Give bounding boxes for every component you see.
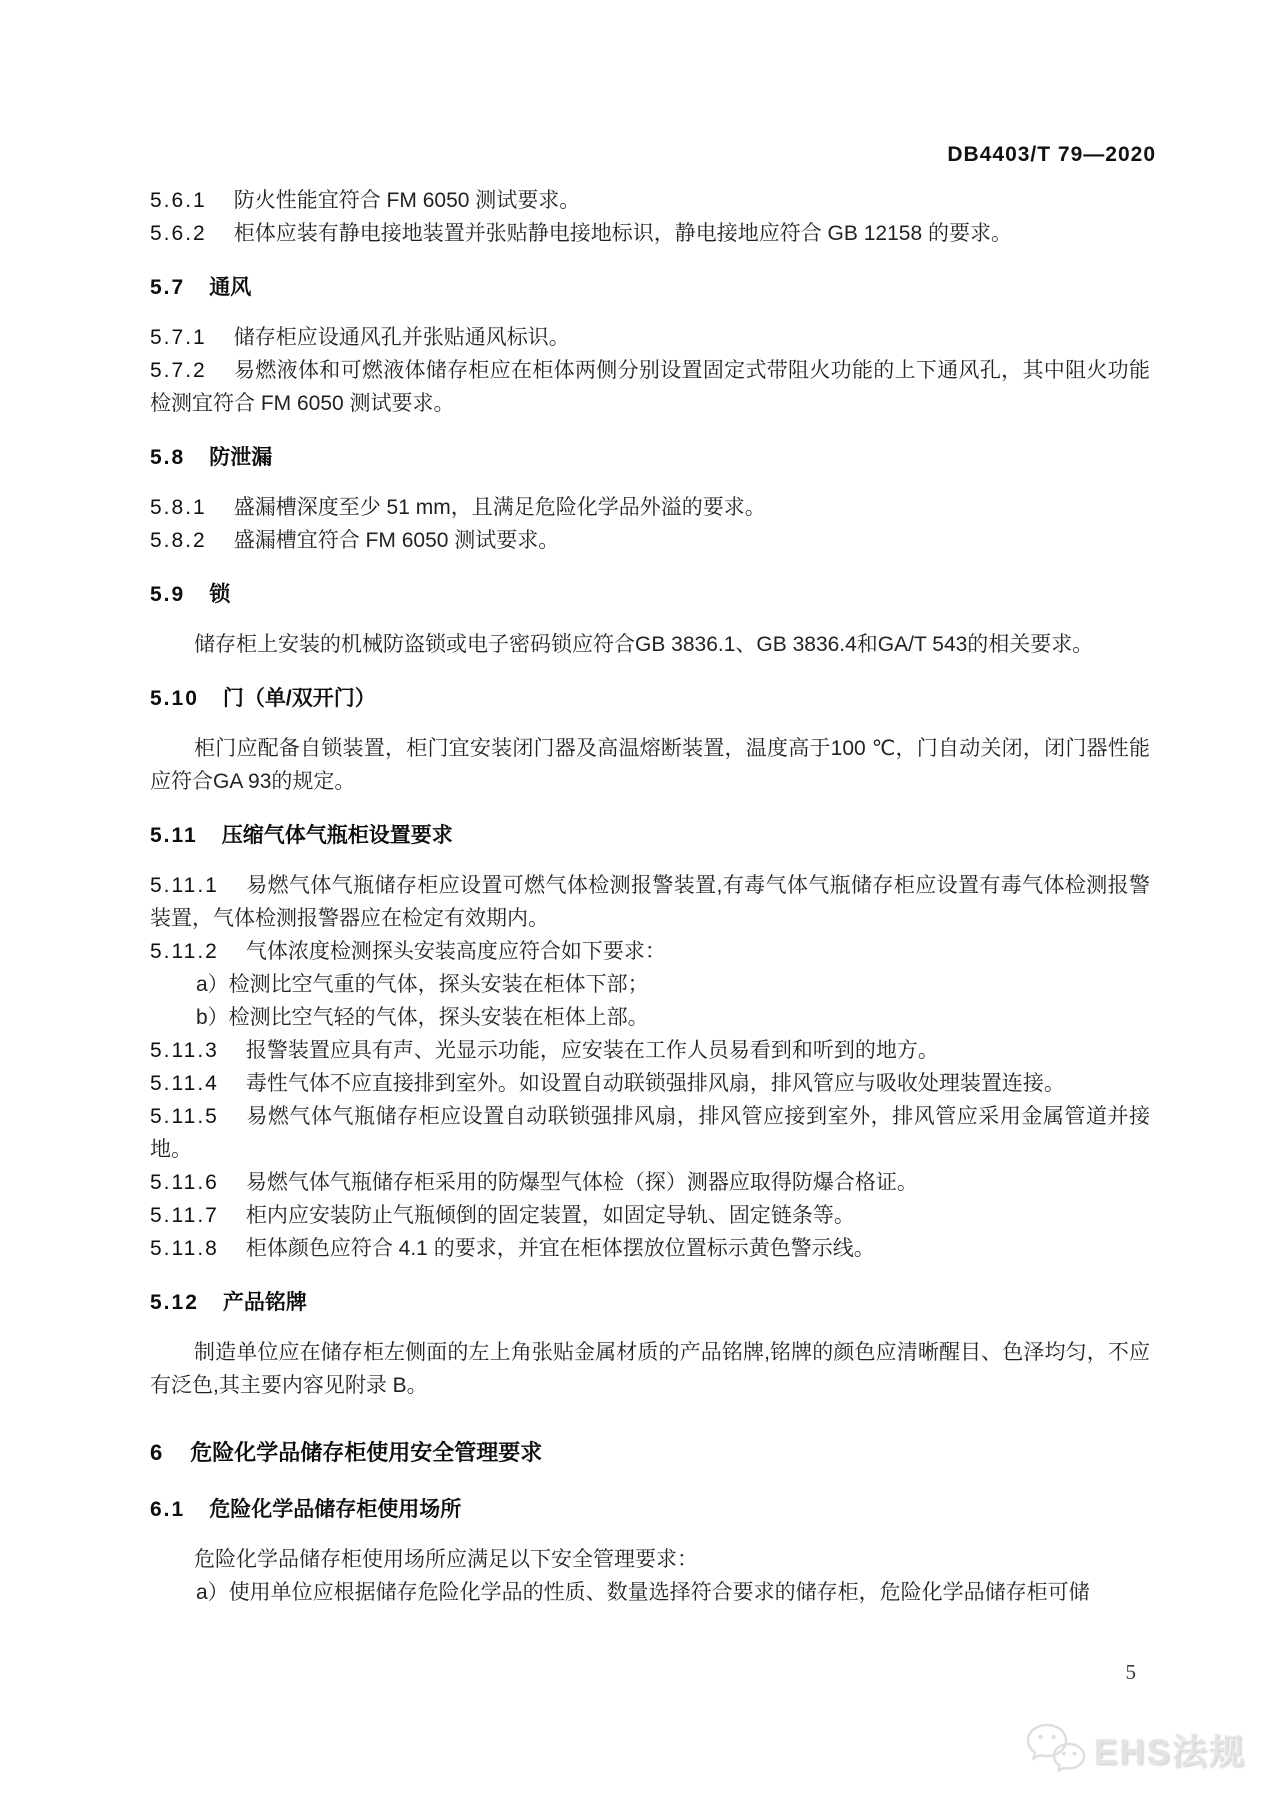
heading-5-12 [150,1286,1150,1319]
heading-5-8 [150,441,1150,474]
paragraph-text: 危险化学品储存柜使用场所应满足以下安全管理要求： [194,1548,698,1571]
clause-5-11-3 [150,1034,1150,1067]
clause-5-11-8 [150,1232,1150,1265]
watermark-label: EHS法规 [1094,1733,1246,1772]
clause-5-11-6 [150,1166,1150,1199]
page-number: 5 [1125,1660,1136,1684]
clause-5-11-7 [150,1199,1150,1232]
heading-number: 5.9 [150,583,186,606]
heading-5-7 [150,271,1150,304]
heading-number: 5.7 [150,276,186,299]
clause-number: 5.11.5 [150,1105,219,1128]
document-header [0,0,1280,170]
clause-5-11-1 [150,869,1150,935]
clause-5-7-1 [150,321,1150,354]
clause-5-7-2 [150,354,1150,420]
paragraph-text: 柜门应配备自锁装置，柜门宜安装闭门器及高温熔断装置，温度高于100 ℃，门自动关闭，闭门器性能应符合GA 93的规定。 [150,737,1150,793]
clause-text: 盛漏槽宜符合 FM 6050 测试要求。 [233,529,560,552]
clause-5-8-1 [150,491,1150,524]
clause-text: 报警装置应具有声、光显示功能，应安装在工作人员易看到和听到的地方。 [245,1039,939,1062]
clause-text: 易燃气体气瓶储存柜应设置可燃气体检测报警装置,有毒气体气瓶储存柜应设置有毒气体检测报警装置，气体检测报警器应在检定有效期内。 [150,874,1150,930]
paragraph-usage-sites [150,1543,1150,1576]
list-item-b [150,1001,1150,1034]
chapter-text: 危险化学品储存柜使用安全管理要求 [190,1440,543,1465]
heading-text: 危险化学品储存柜使用场所 [209,1498,462,1521]
heading-text: 产品铭牌 [222,1291,307,1314]
clause-number: 5.11.6 [150,1171,219,1194]
heading-6-1 [150,1493,1150,1526]
clause-number: 5.8.1 [150,496,207,519]
watermark [1024,1722,1246,1778]
list-item-text: b）检测比空气轻的气体，探头安装在柜体上部。 [196,1006,649,1029]
paragraph-lock-requirements [150,628,1150,661]
wechat-icon [1024,1722,1088,1778]
clause-number: 5.8.2 [150,529,207,552]
document-body [0,170,1280,1609]
clause-5-6-1 [150,184,1150,217]
clause-number: 5.11.8 [150,1237,219,1260]
clause-number: 5.7.1 [150,326,207,349]
clause-5-11-5 [150,1100,1150,1166]
clause-number: 5.11.2 [150,940,219,963]
clause-number: 5.6.1 [150,189,207,212]
clause-5-8-2 [150,524,1150,557]
list-item-text: a）使用单位应根据储存危险化学品的性质、数量选择符合要求的储存柜，危险化学品储存柜可储 [196,1581,1090,1604]
heading-number: 5.11 [150,824,198,847]
heading-number: 5.12 [150,1291,199,1314]
heading-text: 锁 [209,583,231,606]
paragraph-nameplate [150,1336,1150,1402]
heading-number: 5.10 [150,687,199,710]
clause-5-11-4 [150,1067,1150,1100]
list-item-text: a）检测比空气重的气体，探头安装在柜体下部； [196,973,649,996]
paragraph-text: 储存柜上安装的机械防盗锁或电子密码锁应符合GB 3836.1、GB 3836.4和GA/T 543的相关要求。 [194,633,1094,656]
heading-5-10 [150,682,1150,715]
heading-text: 通风 [209,276,252,299]
clause-text: 易燃气体气瓶储存柜采用的防爆型气体检（探）测器应取得防爆合格证。 [245,1171,918,1194]
heading-text: 门（单/双开门） [222,687,376,710]
clause-text: 柜体应装有静电接地装置并张贴静电接地标识，静电接地应符合 GB 12158 的要求。 [233,222,1012,245]
chapter-number: 6 [150,1440,163,1465]
clause-number: 5.6.2 [150,222,207,245]
clause-text: 储存柜应设通风孔并张贴通风标识。 [233,326,570,349]
clause-text: 盛漏槽深度至少 51 mm，且满足危险化学品外溢的要求。 [233,496,766,519]
heading-number: 5.8 [150,446,186,469]
clause-number: 5.11.4 [150,1072,219,1095]
paragraph-text: 制造单位应在储存柜左侧面的左上角张贴金属材质的产品铭牌,铭牌的颜色应清晰醒目、色泽均匀，不应有泛色,其主要内容见附录 B。 [150,1341,1150,1397]
clause-number: 5.11.7 [150,1204,219,1227]
list-item-a [150,968,1150,1001]
clause-text: 气体浓度检测探头安装高度应符合如下要求： [245,940,666,963]
clause-text: 易燃气体气瓶储存柜应设置自动联锁强排风扇，排风管应接到室外，排风管应采用金属管道并接地。 [150,1105,1150,1161]
clause-text: 易燃液体和可燃液体储存柜应在柜体两侧分别设置固定式带阻火功能的上下通风孔，其中阻火功能检测宜符合 FM 6050 测试要求。 [150,359,1150,415]
paragraph-door-requirements [150,732,1150,798]
chapter-6 [150,1436,1150,1469]
clause-number: 5.7.2 [150,359,207,382]
clause-text: 防火性能宜符合 FM 6050 测试要求。 [233,189,581,212]
clause-5-11-2 [150,935,1150,968]
clause-5-6-2 [150,217,1150,250]
clause-text: 柜内应安装防止气瓶倾倒的固定装置，如固定导轨、固定链条等。 [245,1204,855,1227]
heading-number: 6.1 [150,1498,186,1521]
heading-5-9 [150,578,1150,611]
standard-code: DB4403/T 79—2020 [947,143,1156,166]
heading-5-11 [150,819,1150,852]
clause-text: 柜体颜色应符合 4.1 的要求，并宜在柜体摆放位置标示黄色警示线。 [245,1237,875,1260]
clause-number: 5.11.1 [150,874,219,897]
list-item-a-usage [150,1576,1150,1609]
heading-text: 压缩气体气瓶柜设置要求 [221,824,453,847]
clause-text: 毒性气体不应直接排到室外。如设置自动联锁强排风扇，排风管应与吸收处理装置连接。 [245,1072,1065,1095]
heading-text: 防泄漏 [209,446,273,469]
clause-number: 5.11.3 [150,1039,219,1062]
